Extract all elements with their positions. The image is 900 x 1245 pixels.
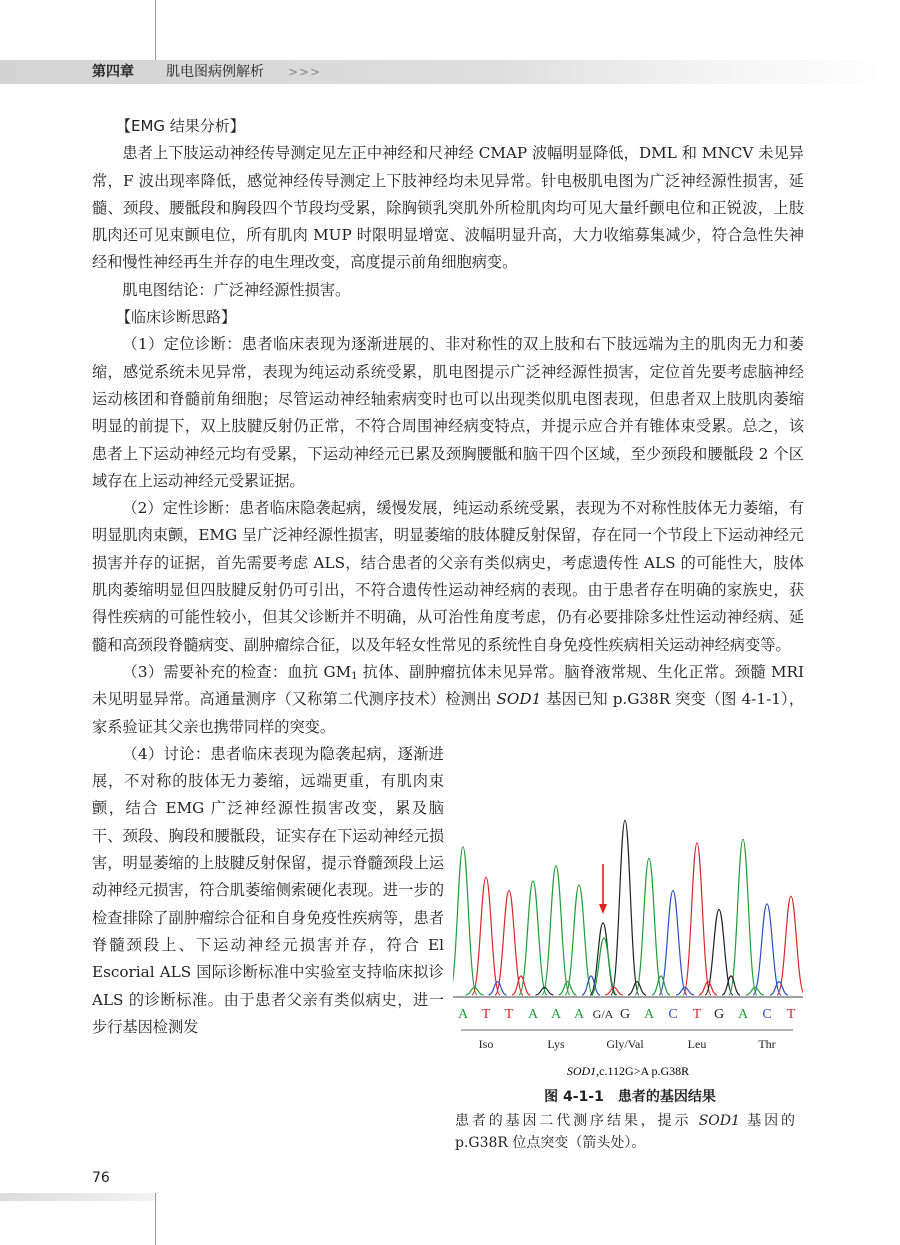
base-call-label: A: [457, 1007, 469, 1022]
amino-acid-label: Thr: [758, 1037, 776, 1051]
trace-peak-c: [753, 904, 781, 995]
sequencing-chromatogram: [453, 800, 803, 1100]
trace-peak-a: [453, 847, 477, 995]
base-call-label: T: [786, 1007, 796, 1022]
trace-peak-a: [729, 839, 757, 995]
trace-peak-a: [519, 881, 547, 995]
chevron-right-icon: >>>: [288, 65, 322, 79]
qualitative-paragraph: （2）定性诊断：患者临床隐袭起病，缓慢发展，纯运动系统受累，表现为不对称性肢体无力萎缩，有明显肌肉束颤，EMG 呈广泛神经源性损害，明显萎缩的肢体腱反射保留，存在同一个节段上下运动神经元损害并存的证据，首先需要考虑 ALS，结合患者的父亲有类似病史，考虑遗传性 ALS 的可能性大，肢体肌肉萎缩明显但四肢腱反射仍可引出，不符合遗传性运动神经病的表现。由于患者存在明确的家族史，获得性疾病的可能性较小，但其父诊断并不明确，从可治性角度考虑，仍有必要排除多灶性运动神经病、延髓和高颈段脊髓病变、副肿瘤综合征，以及年轻女性常见的系统性自身免疫性疾病相关运动神经病变等。: [92, 499, 804, 654]
base-call-label: G: [619, 1007, 631, 1022]
base-call-label: G/A: [592, 1007, 614, 1021]
amino-acid-label: Leu: [687, 1037, 707, 1051]
chromatogram-traces: [453, 820, 803, 995]
emg-paragraph: 患者上下肢运动神经传导测定见左正中神经和尺神经 CMAP 波幅明显降低，DML 和 MNCV 未见异常，F 波出现率降低，感觉神经传导测定上下肢神经均未见异常。针电极肌电图为广泛神经源性损害，延髓、颈段、腰骶段和胸段四个节段均受累，除胸锁乳突肌外所检肌肉均可见大量纤颤电位和正锐波，上肢肌肉还可见束颤电位，所有肌肉 MUP 时限明显增宽、波幅明显升高，大力收缩募集减少，符合急性失神经和慢性神经再生并存的电生理改变，高度提示前角细胞病变。: [92, 144, 804, 272]
trace-peak-a: [635, 858, 663, 995]
base-call-label: A: [550, 1007, 562, 1022]
emg-conclusion: 肌电图结论：广泛神经源性损害。: [122, 280, 351, 299]
chapter-title: 肌电图病例解析: [166, 64, 264, 80]
tests-paragraph: （3）需要补充的检查：血抗 $GM_1$ 抗体、副肿瘤抗体未见异常。脑脊液常规、生化正常。颈髓 MRI 未见明显异常。高通量测序（又称第二代测序技术）检测出 SOD1 基因已知 p.G38R 突变（图 4-1-1），家系验证其父亲也携带同样的突变。: [92, 662, 805, 736]
base-call-label: T: [504, 1007, 514, 1022]
clinical-heading: 【临床诊断思路】: [116, 308, 237, 327]
footer-divider-line: [155, 1193, 156, 1245]
trace-peak-g: [611, 820, 639, 995]
base-call-label: T: [692, 1007, 702, 1022]
emg-heading: 【EMG 结果分析】: [116, 117, 245, 135]
base-call-label: C: [762, 1007, 772, 1022]
trace-peak-t: [777, 896, 803, 995]
chapter-header-bar: [0, 60, 900, 84]
amino-acid-label: Lys: [547, 1037, 565, 1051]
localization-paragraph: （1）定位诊断：患者临床表现为逐渐进展的、非对称性的双上肢和右下肢远端为主的肌肉无力和萎缩，感觉系统未见异常，表现为纯运动系统受累，肌电图提示广泛神经源性损害，定位首先要考虑脑神经运动核团和脊髓前角细胞；尽管运动神经轴索病变时也可以出现类似肌电图表现，但患者双上肢肌肉萎缩明显的前提下，双上肢腱反射仍正常，不符合周围神经病变特点，并提示应合并有锥体束受累。总之，该患者上下运动神经元均有受累，下运动神经元已累及颈胸腰骶和脑干四个区域，至少颈段和腰骶段 2 个区域存在上运动神经元受累证据。: [92, 335, 804, 490]
base-call-label: C: [668, 1007, 678, 1022]
page-number: 76: [92, 1170, 110, 1186]
base-call-label: A: [737, 1007, 749, 1022]
base-call-label: A: [643, 1007, 655, 1022]
base-call-label: A: [527, 1007, 539, 1022]
figure-caption: 图 4-1-1 患者的基因结果: [544, 1089, 716, 1105]
gene-name: SOD1: [496, 690, 542, 709]
base-call-label: G: [713, 1007, 725, 1022]
chromatogram-svg: [453, 800, 803, 1085]
amino-acid-labels: [479, 1037, 776, 1051]
trace-peak-t: [683, 843, 711, 995]
figure-description: 患者的基因二代测序结果，提示 SOD1 基因的 p.G38R 位点突变（箭头处）。: [455, 1113, 796, 1151]
mutation-arrow-icon: [599, 864, 607, 914]
arrow-head: [599, 904, 607, 914]
base-calls: [458, 1007, 796, 1022]
trace-peak-t: [472, 877, 500, 995]
amino-acid-label: Gly/Val: [606, 1037, 644, 1051]
discussion-paragraph: （4）讨论：患者临床表现为隐袭起病，逐渐进展，不对称的肢体无力萎缩，远端更重，有肌肉束颤，结合 EMG 广泛神经源性损害改变，累及脑干、颈段、胸段和腰骶段，证实存在下运动神经元损害，明显萎缩的上肢腱反射保留，提示脊髓颈段上运动神经元损害，符合肌萎缩侧索硬化表现。进一步的检查排除了副肿瘤综合征和自身免疫性疾病等，患者脊髓颈段上、下运动神经元损害并存，符合 El Escorial ALS 国际诊断标准中实验室支持临床拟诊 ALS 的诊断标准。由于患者父亲有类似病史，进一步行基因检测发: [92, 744, 444, 1036]
mutation-label: SOD1,c.112G>A p.G38R: [566, 1064, 690, 1078]
chapter-number: 第四章: [92, 64, 134, 80]
base-call-label: T: [481, 1007, 491, 1022]
footer-bar: [0, 1193, 155, 1201]
base-call-label: A: [573, 1007, 585, 1022]
trace-peak-a: [542, 866, 570, 995]
amino-acid-label: Iso: [478, 1037, 494, 1051]
